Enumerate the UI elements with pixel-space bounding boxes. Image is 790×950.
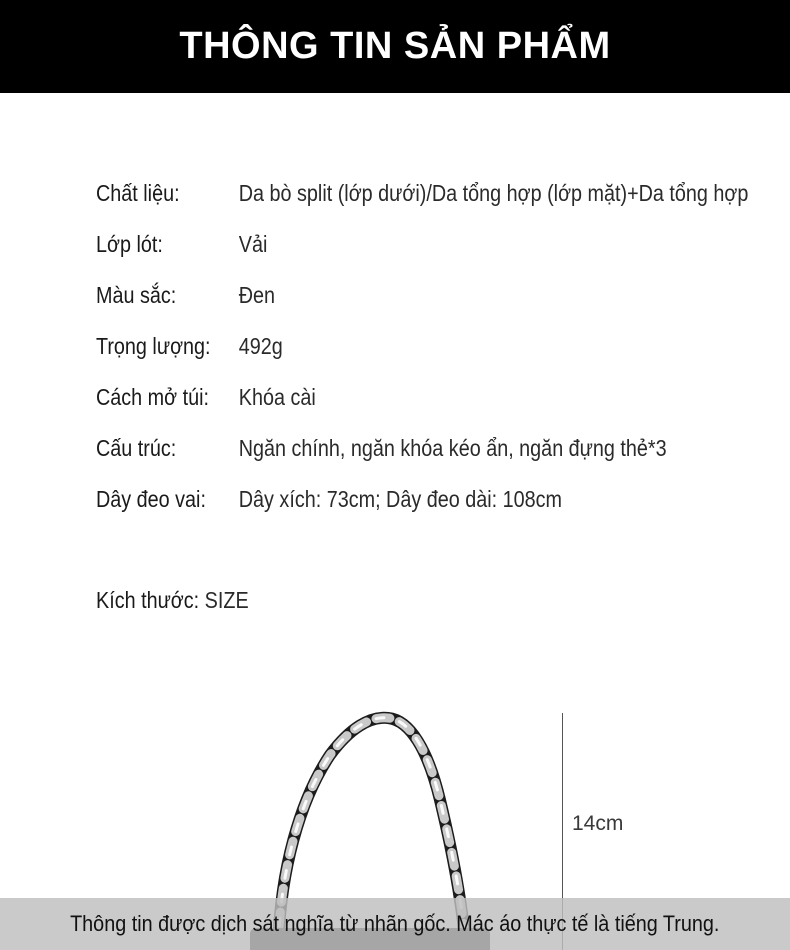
spec-row-closure bbox=[96, 372, 748, 423]
translation-note-text: Thông tin được dịch sát nghĩa từ nhãn gốc. Mác áo thực tế là tiếng Trung. bbox=[70, 911, 720, 936]
spec-label: Màu sắc: bbox=[96, 282, 177, 308]
spec-value: Khóa cài bbox=[238, 384, 316, 410]
translation-note bbox=[0, 898, 790, 950]
spec-value: Dây xích: 73cm; Dây đeo dài: 108cm bbox=[238, 486, 562, 512]
spec-value: 492g bbox=[238, 333, 283, 359]
spec-row-material bbox=[96, 168, 748, 219]
spec-row-weight bbox=[96, 321, 748, 372]
spec-label: Cấu trúc: bbox=[96, 435, 177, 461]
spec-value: Đen bbox=[238, 282, 276, 308]
spec-row-lining bbox=[96, 219, 748, 270]
spec-row-color bbox=[96, 270, 748, 321]
header-banner bbox=[0, 0, 790, 93]
size-row bbox=[96, 576, 249, 624]
spec-label: Trọng lượng: bbox=[96, 333, 211, 359]
spec-row-strap bbox=[96, 474, 748, 525]
spec-row-structure bbox=[96, 423, 748, 474]
spec-value: Vải bbox=[238, 231, 268, 257]
spec-label: Chất liệu: bbox=[96, 180, 180, 206]
spec-label: Cách mở túi: bbox=[96, 384, 210, 410]
height-dimension-label: 14cm bbox=[572, 812, 624, 835]
spec-label: Dây đeo vai: bbox=[96, 486, 206, 512]
size-label: Kích thước: bbox=[96, 587, 200, 613]
spec-value: Ngăn chính, ngăn khóa kéo ẩn, ngăn đựng thẻ*3 bbox=[238, 435, 667, 461]
page-title: THÔNG TIN SẢN PHẨM bbox=[179, 25, 611, 67]
spec-label: Lớp lót: bbox=[96, 231, 163, 257]
spec-value: Da bò split (lớp dưới)/Da tổng hợp (lớp mặt)+Da tổng hợp bbox=[238, 180, 749, 206]
size-value: SIZE bbox=[204, 587, 249, 613]
spec-list bbox=[96, 168, 790, 525]
